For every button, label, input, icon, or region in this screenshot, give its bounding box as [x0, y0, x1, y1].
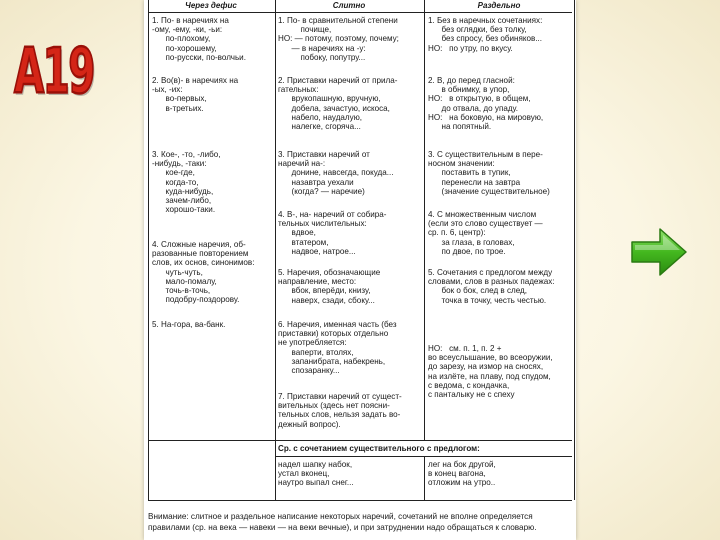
together-rule-2: 2. Приставки наречий от прила- гательных: врукопашную, вручную, добела, зачастую, искоса, набело, наудалую, налегке, сгоряча...	[278, 76, 398, 132]
comparison-heading: Ср. с сочетанием существительного с предлогом:	[278, 444, 480, 453]
hyphen-rule-3: 3. Кое-, -то, -либо, -нибудь, -таки: кое-где, когда-то, куда-нибудь, зачем-либо, хорошо-таки.	[152, 150, 221, 215]
column-divider-2b	[424, 456, 425, 500]
separate-rule-2: 2. В, до перед гласной: в обнимку, в упор, НО: в открытую, в общем, до отвала, до упаду. НО: на боковую, на мировую, на попятный.	[428, 76, 544, 132]
together-rule-6: 6. Наречия, именная часть (без приставки) которых отдельно не употребляется: ваперти, втолях, запанибрата, набекрень, спозаранку...	[278, 320, 397, 376]
bottom-rule	[148, 440, 572, 441]
together-rule-7: 7. Приставки наречий от сущест- вительных (здесь нет поясни- тельных слов, нельзя задать во- дежный вопрос).	[278, 392, 402, 429]
header-together: Слитно	[332, 1, 366, 10]
together-rule-3: 3. Приставки наречий от наречий на-: донине, навсегда, покуда... назавтра уехали (когда? — наречие)	[278, 150, 394, 196]
separate-rule-exceptions: НО: см. п. 1, п. 2 + во всеуслышание, во всеоружии, до зарезу, на измор на сносях, на излёте, на плаву, под спудом, с ведома, с кондачка, с панталыку не с спеху	[428, 344, 553, 400]
separate-rule-4: 4. С множественным числом (если это слово существует — ср. п. 6, центр): за глаза, в головах, по двое, по трое.	[428, 210, 543, 256]
together-rule-4: 4. В-, на- наречий от собира- тельных числительных: вдвое, втатером, надвое, натрое...	[278, 210, 387, 256]
hyphen-rule-5: 5. На-гора, ва-банк.	[152, 320, 226, 329]
table-border-right	[574, 0, 575, 500]
comparison-separate-examples: лег на бок другой, в конец вагона, отложим на утро..	[428, 460, 496, 488]
together-rule-5: 5. Наречия, обозначающие направление, место: вбок, вперёди, книзу, наверх, сзади, сбоку...	[278, 268, 381, 305]
attention-footnote: Внимание: слитное и раздельное написание некоторых наречий, сочетаний не вполне определяется правилами (ср. на века — навеки — на веки вечные), и при затруднении надо обращаться к словарю.	[148, 512, 537, 532]
separate-rule-1: 1. Без в наречных сочетаниях: без оглядки, без толку, без спросу, без обиняков... НО: по утру, по вкусу.	[428, 16, 543, 53]
column-divider-2	[424, 0, 425, 440]
arrow-right-icon[interactable]	[630, 226, 688, 278]
separate-rule-5: 5. Сочетания с предлогом между словами, слов в разных падежах: бок о бок, след в след, точка в точку, честь честью.	[428, 268, 555, 305]
hyphen-rule-4: 4. Сложные наречия, об- разованные повторением слов, их основ, синонимов: чуть-чуть, мало-помалу, точь-в-точь, подобру-поздорову.	[152, 240, 255, 305]
hyphen-rule-2: 2. Во(в)- в наречиях на -ых, -их: во-первых, в-третьих.	[152, 76, 239, 113]
hyphen-rule-1: 1. По- в наречиях на -ому, -ему, -ки, -ьи: по-плохому, по-хорошему, по-русски, по-волчьи.	[152, 16, 246, 62]
table-border-left	[148, 0, 149, 500]
header-hyphen: Через дефис	[185, 1, 237, 10]
slide-title: А19	[14, 34, 94, 108]
together-rule-1: 1. По- в сравнительной степени почище, НО: — потому, поэтому, почему; — в наречиях на -у: побоку, попутру...	[278, 16, 399, 62]
rules-table	[144, 0, 576, 540]
comparison-together-examples: надел шапку набок, устал вконец, наутро выпал снег...	[278, 460, 354, 488]
header-separate: Раздельно	[477, 1, 521, 10]
column-divider-1	[275, 0, 276, 500]
footnote-rule	[148, 500, 572, 501]
header-rule	[148, 12, 572, 13]
separate-rule-3: 3. С существительным в пере- носном значении: поставить в тупик, перенесли на завтра (значение существительное)	[428, 150, 550, 196]
